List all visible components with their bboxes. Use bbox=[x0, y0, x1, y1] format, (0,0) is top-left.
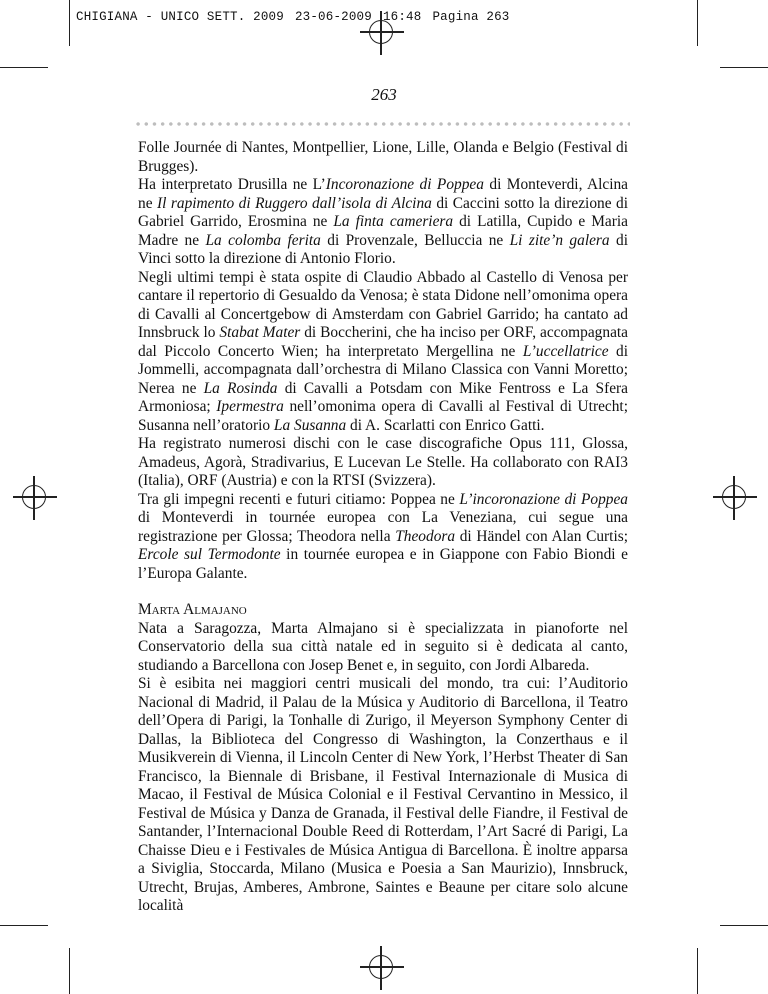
slug-time: 16:48 bbox=[382, 10, 422, 24]
paragraph bbox=[138, 491, 628, 584]
crop-mark bbox=[69, 0, 70, 46]
italic-title: La colomba ferita bbox=[205, 231, 321, 249]
text-run: di Caccini sotto la direzione di Gabriel Garrido, Erosmina ne bbox=[138, 194, 628, 230]
text-run: Ha registrato numerosi dischi con le case discografiche Opus 111, Glossa, Amadeus, Agorà, Stradivarius, E Lucevan Le Stelle. Ha collaborato con RAI3 (Italia), ORF (Austria) e con la RTSI (Svizzera). bbox=[138, 435, 628, 489]
crop-mark bbox=[69, 948, 70, 994]
text-run: di Monteverdi in tournée europea con La Veneziana, cui segue una registrazione per Glossa; Theodora nella bbox=[138, 509, 628, 545]
paragraph bbox=[138, 435, 628, 491]
text-run: Si è esibita nei maggiori centri musicali del mondo, tra cui: l’Auditorio Nacional di Madrid, il Palau de la Música y Auditorio di Barcellona, il Teatro dell’Opera di Parigi, la Tonhalle di Zurigo, il Meyerson Symphony Center di Dallas, la Biblioteca del Congresso di Washington, la Conzerthaus e il Musikverein di Vienna, il Lincoln Center di New York, l’Herbst Theater di San Francisco, la Biennale di Brisbane, il Festival Internazionale di Musica di Macao, il Festival de Música Colonial e il Festival Cervantino in Messico, il Festival de Música y Danza de Granada, il Festival delle Fiandre, il Festival de Santander, l’Internacional Double Reed di Rotterdam, l’Art Sacré di Parigi, La Chaisse Dieu e i Festivales de Música Antigua di Barcellona. È inoltre apparsa a Siviglia, Stoccarda, Milano (Musica e Poesia a San Maurizio), Innsbruck, Utrecht, Brujas, Amberes, Ambrone, Saintes e Beaune per citare solo alcune località bbox=[138, 675, 628, 914]
crop-mark bbox=[720, 925, 768, 926]
paragraph bbox=[138, 675, 628, 916]
italic-title: Stabat Mater bbox=[219, 324, 301, 341]
text-run: in tournée europea e in Giappone con Fabio Biondi e l’Europa Galante. bbox=[138, 546, 628, 582]
italic-title: Ipermestra bbox=[216, 398, 284, 415]
section-heading bbox=[138, 601, 628, 620]
print-slug bbox=[76, 10, 520, 24]
text-run: di A. Scarlatti con Enrico Gatti. bbox=[346, 416, 545, 434]
registration-mark bbox=[369, 955, 393, 979]
crop-mark bbox=[720, 67, 768, 68]
body-text bbox=[138, 139, 628, 916]
italic-title: Incoronazione di Poppea bbox=[325, 176, 484, 193]
text-run: nell’omonima opera di Cavalli al Festival di Utrecht; Susanna nell’oratorio bbox=[138, 398, 628, 434]
italic-title: La Susanna bbox=[273, 416, 347, 434]
text-run: Ha interpretato Drusilla ne L’ bbox=[138, 176, 326, 193]
text-run: Negli ultimi tempi è stata ospite di Claudio Abbado al Castello di Venosa per cantare il repertorio di Gesualdo da Venosa; è stata Didone nell’omonima opera di Cavalli al Concertgebow di Amsterdam con Gabriel Garrido; ha cantato ad Innsbruck lo bbox=[138, 268, 628, 341]
page-number: 263 bbox=[371, 85, 397, 104]
italic-title: La Rosinda bbox=[203, 379, 278, 397]
dotted-rule bbox=[134, 121, 630, 127]
italic-title: Li zite’n galera bbox=[509, 231, 610, 249]
slug-date: 23-06-2009 bbox=[294, 10, 372, 24]
paragraph bbox=[138, 269, 628, 436]
italic-title: Theodora bbox=[395, 527, 456, 545]
text-run: di Jommelli, accompagnata dall’orchestra di Milano Classica con Vanni Moretto; Nerea ne bbox=[138, 342, 628, 397]
text-run: Tra gli impegni recenti e futuri citiamo: Poppea ne bbox=[138, 490, 460, 508]
text-run: Marta Almajano bbox=[138, 601, 247, 618]
italic-title: L’uccellatrice bbox=[522, 342, 609, 360]
slug-title: CHIGIANA - UNICO SETT. 2009 bbox=[76, 10, 284, 24]
section-gap bbox=[138, 583, 628, 601]
crop-mark bbox=[697, 948, 698, 994]
text-run: di Latilla, Cupido e Maria Madre ne bbox=[138, 213, 628, 249]
paragraph bbox=[138, 620, 628, 676]
italic-title: L’incoronazione di Poppea bbox=[459, 490, 628, 508]
text-run: di Cavalli a Potsdam con Mike Fentross e La Sfera Armoniosa; bbox=[138, 379, 628, 415]
italic-title: Il rapimento di Ruggero dall’isola di Alcina bbox=[157, 194, 432, 212]
registration-mark bbox=[369, 20, 393, 44]
italic-title: Ercole sul Termodonte bbox=[138, 546, 281, 563]
paragraph bbox=[138, 139, 628, 176]
text-run: di Provenzale, Belluccia ne bbox=[320, 231, 510, 249]
slug-page: Pagina 263 bbox=[432, 10, 510, 24]
text-run: di Monteverdi, Alcina ne bbox=[138, 176, 629, 212]
text-run: di Vinci sotto la direzione di Antonio Florio. bbox=[138, 231, 628, 267]
text-run: Nata a Saragozza, Marta Almajano si è specializzata in pianoforte nel Conservatorio della sua città natale ed in seguito si è dedicata al canto, studiando a Barcellona con Josep Benet e, in seguito, con Jordi Albareda. bbox=[138, 619, 628, 674]
text-run: Folle Journée di Nantes, Montpellier, Lione, Lille, Olanda e Belgio (Festival di Brugges). bbox=[138, 139, 628, 175]
crop-mark bbox=[697, 0, 698, 46]
registration-mark bbox=[722, 485, 746, 509]
text-run: di Boccherini, che ha inciso per ORF, accompagnata dal Piccolo Concerto Wien; ha interpretato Mergellina ne bbox=[138, 324, 629, 360]
italic-title: La finta cameriera bbox=[333, 213, 454, 230]
crop-mark bbox=[0, 925, 48, 926]
paragraph bbox=[138, 176, 628, 269]
crop-mark bbox=[0, 67, 48, 68]
registration-mark bbox=[22, 485, 46, 509]
text-run: di Händel con Alan Curtis; bbox=[455, 527, 628, 545]
